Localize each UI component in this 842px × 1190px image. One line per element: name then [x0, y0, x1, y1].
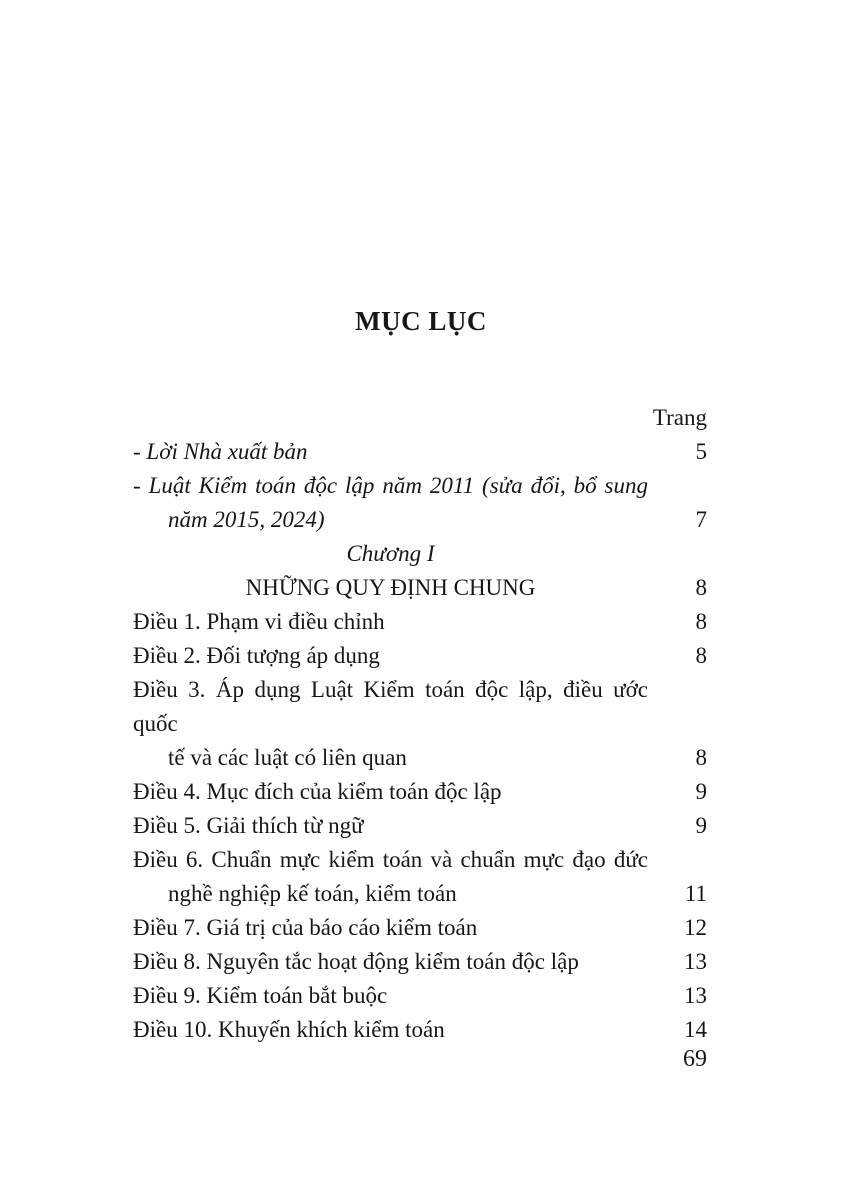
- toc-entry: [133, 673, 707, 775]
- toc-entry-text: [133, 1013, 648, 1047]
- toc-entry-line: nghề nghiệp kế toán, kiểm toán: [168, 881, 457, 906]
- toc-entry: [133, 775, 707, 809]
- toc-entry-page-number: 8: [695, 643, 707, 668]
- toc-entry-line: Điều 4. Mục đích của kiểm toán độc lập: [133, 779, 502, 804]
- toc-entry-text: [133, 809, 648, 843]
- folio-page-number: 69: [683, 1046, 707, 1072]
- toc-entry-text: [133, 571, 648, 605]
- toc-entry-text: [133, 979, 648, 1013]
- toc-entry-page-number: 11: [684, 881, 707, 906]
- toc-entry-line: Điều 10. Khuyến khích kiểm toán: [133, 1017, 445, 1042]
- toc-entry-page-number: 13: [684, 983, 707, 1008]
- toc-entry-page-number: 13: [684, 949, 707, 974]
- toc-entry-page-number: 8: [695, 609, 707, 634]
- toc-entry-page-number: 9: [695, 779, 707, 804]
- toc-entry-line: năm 2015, 2024): [168, 507, 325, 532]
- toc-entry: [133, 537, 707, 571]
- toc-entry-page-number: 7: [695, 507, 707, 532]
- toc-entry-page-number: 14: [684, 1017, 707, 1042]
- toc-entry-text: [133, 911, 648, 945]
- toc-entry: [133, 639, 707, 673]
- toc-entry: [133, 1013, 707, 1047]
- toc-entry-text: [133, 673, 648, 775]
- toc-entry-line: Điều 6. Chuẩn mực kiểm toán và chuẩn mực đạo đức: [133, 847, 648, 872]
- toc-entry: [133, 945, 707, 979]
- toc-entry-line: Điều 7. Giá trị của báo cáo kiểm toán: [133, 915, 478, 940]
- toc-entry-line: Chương I: [346, 541, 435, 566]
- toc-entry-text: [133, 945, 648, 979]
- toc-entry-line: - Lời Nhà xuất bản: [133, 439, 308, 464]
- toc-entry-line: NHỮNG QUY ĐỊNH CHUNG: [245, 575, 536, 600]
- toc-entry-page-number: 9: [695, 813, 707, 838]
- toc-entry-text: [133, 639, 648, 673]
- toc-entry: [133, 605, 707, 639]
- toc-entry-line: Điều 2. Đối tượng áp dụng: [133, 643, 380, 668]
- toc-entry-text: [133, 469, 648, 537]
- toc-entry-text: [133, 605, 648, 639]
- toc-entry-page-number: 8: [695, 575, 707, 600]
- toc-entry-line: Điều 9. Kiểm toán bắt buộc: [133, 983, 388, 1008]
- toc-entry-text: [133, 435, 648, 469]
- toc-entry: [133, 469, 707, 537]
- toc-entry: [133, 979, 707, 1013]
- toc-entry: [133, 435, 707, 469]
- toc-entry-page-number: 12: [684, 915, 707, 940]
- toc-entry: [133, 571, 707, 605]
- toc-entry-text: [133, 775, 648, 809]
- page-title: MỤC LỤC: [355, 306, 487, 336]
- toc-entry: [133, 911, 707, 945]
- toc-entry-line: tế và các luật có liên quan: [168, 745, 407, 770]
- toc-entry-line: Điều 3. Áp dụng Luật Kiểm toán độc lập, điều ước quốc: [133, 677, 648, 736]
- toc-entry-line: Điều 1. Phạm vi điều chỉnh: [133, 609, 385, 634]
- toc-column-header-row: [133, 401, 707, 435]
- toc-entry: [133, 809, 707, 843]
- toc-entry-line: - Luật Kiểm toán độc lập năm 2011 (sửa đổi, bổ sung: [133, 473, 648, 498]
- toc-entry-line: Điều 5. Giải thích từ ngữ: [133, 813, 364, 838]
- toc-entry-text: [133, 843, 648, 911]
- toc-entry: [133, 843, 707, 911]
- toc-entry-line: Điều 8. Nguyên tắc hoạt động kiểm toán độc lập: [133, 949, 579, 974]
- toc-list: [133, 401, 707, 1047]
- toc-entry-page-number: 8: [695, 745, 707, 770]
- toc-column-header: Trang: [652, 405, 707, 430]
- toc-entry-page-number: 5: [695, 439, 707, 464]
- toc-entry-text: [133, 537, 648, 571]
